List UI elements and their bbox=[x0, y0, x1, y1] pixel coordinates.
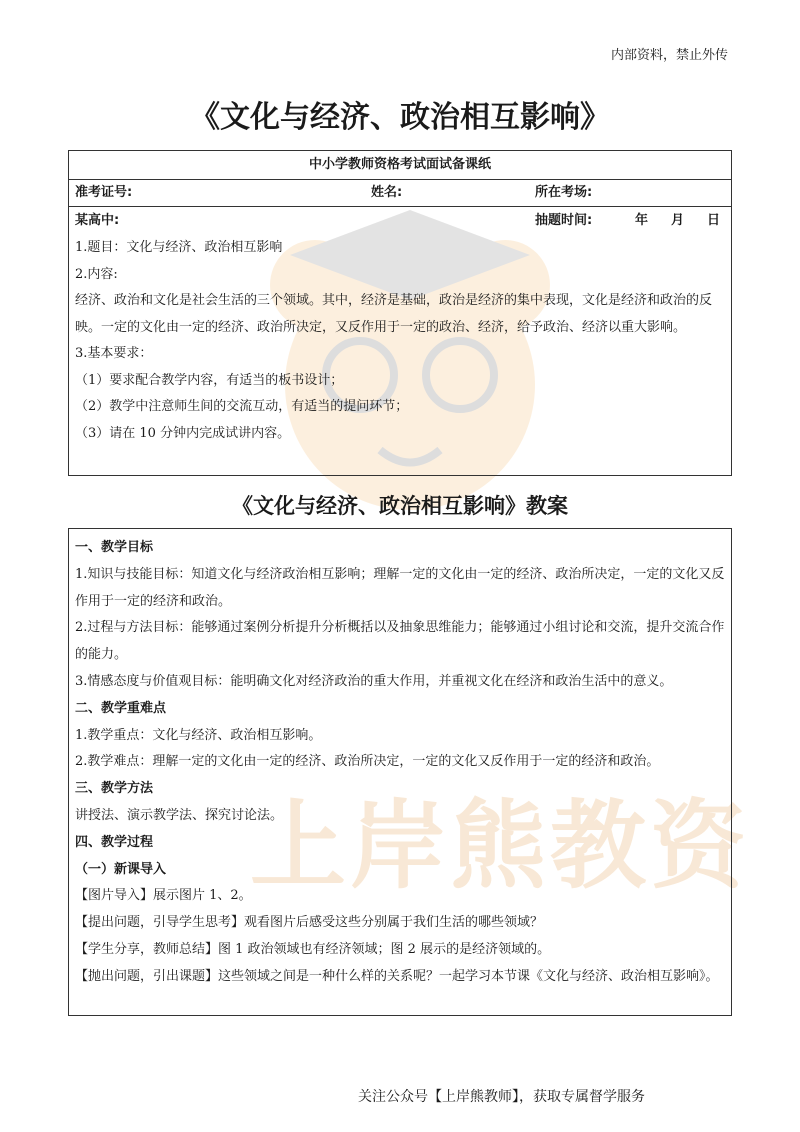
plan-paragraph: 【提出问题，引导学生思考】观看图片后感受这些分别属于我们生活的哪些领域？ bbox=[75, 915, 544, 931]
plan-paragraph: 【图片导入】展示图片 1、2。 bbox=[75, 888, 252, 904]
name-label: 姓名: bbox=[371, 185, 403, 200]
requirements-heading: 3.基本要求： bbox=[75, 346, 153, 361]
form-title: 中小学教师资格考试面试备课纸 bbox=[69, 151, 731, 180]
plan-paragraph: 2.教学难点：理解一定的文化由一定的经济、政治所决定，一定的文化又反作用于一定的经济和政治。 bbox=[75, 754, 660, 770]
topic-line: 1.题目：文化与经济、政治相互影响 bbox=[75, 240, 283, 255]
page-title: 《文化与经济、政治相互影响》 bbox=[190, 100, 610, 135]
requirement-item: （1）要求配合教学内容，有适当的板书设计； bbox=[75, 372, 344, 388]
plan-paragraph: 1.知识与技能目标：知道文化与经济政治相互影响；理解一定的文化由一定的经济、政治所决定，一定的文化又反作用于一定的经济和政治。 bbox=[75, 566, 725, 609]
section-heading: 二、教学重难点 bbox=[75, 700, 167, 716]
year-label: 年 bbox=[635, 213, 649, 228]
section-heading: 一、教学目标 bbox=[75, 540, 154, 555]
plan-paragraph: 【学生分享，教师总结】图 1 政治领域也有经济领域；图 2 展示的是经济领域的。 bbox=[75, 941, 551, 957]
exam-site-label: 所在考场: bbox=[535, 185, 593, 200]
plan-paragraph: 1.教学重点：文化与经济、政治相互影响。 bbox=[75, 727, 322, 743]
school-label: 某高中: bbox=[75, 213, 120, 228]
day-label: 日 bbox=[707, 213, 721, 228]
month-label: 月 bbox=[671, 213, 685, 228]
plan-paragraph: 3.情感态度与价值观目标：能明确文化对经济政治的重大作用，并重视文化在经济和政治生活中的意义。 bbox=[75, 673, 673, 689]
content-paragraph: 经济、政治和文化是社会生活的三个领域。其中，经济是基础，政治是经济的集中表现，文化是经济和政治的反映。一定的文化由一定的经济、政治所决定，又反作用于一定的政治、经济，给予政治、经济以重大影响。 bbox=[75, 293, 713, 335]
plan-paragraph: 讲授法、演示教学法、探究讨论法。 bbox=[75, 807, 284, 823]
brand-watermark: 上岸熊教资 bbox=[250, 790, 750, 902]
plan-paragraph: 【抛出问题，引出课题】这些领域之间是一种什么样的关系呢？一起学习本节课《文化与经济、政治相互影响》。 bbox=[75, 968, 719, 984]
requirement-item: （3）请在 10 分钟内完成试讲内容。 bbox=[75, 425, 291, 441]
content-heading: 2.内容: bbox=[75, 266, 118, 282]
subsection-heading: （一）新课导入 bbox=[75, 861, 167, 877]
lesson-plan-title: 《文化与经济、政治相互影响》教案 bbox=[232, 494, 568, 518]
school-row bbox=[69, 207, 731, 235]
plan-paragraph: 2.过程与方法目标：能够通过案例分析提升分析概括以及抽象思维能力；能够通过小组讨论和交流，提升交流合作的能力。 bbox=[75, 620, 725, 663]
draw-time-label: 抽题时间: bbox=[535, 213, 593, 228]
footer-promo: 关注公众号【上岸熊教师】，获取专属督学服务 bbox=[358, 1089, 645, 1105]
confidential-note: 内部资料，禁止外传 bbox=[610, 48, 728, 63]
lesson-plan-box bbox=[68, 528, 732, 1016]
exam-id-label: 准考证号: bbox=[75, 185, 133, 200]
section-heading: 三、教学方法 bbox=[75, 781, 154, 797]
section-heading: 四、教学过程 bbox=[75, 834, 154, 850]
prep-paper-box bbox=[68, 150, 732, 476]
requirement-item: （2）教学中注意师生间的交流互动，有适当的提问环节； bbox=[75, 399, 409, 414]
prep-content bbox=[69, 235, 731, 447]
candidate-info-row bbox=[69, 180, 731, 207]
